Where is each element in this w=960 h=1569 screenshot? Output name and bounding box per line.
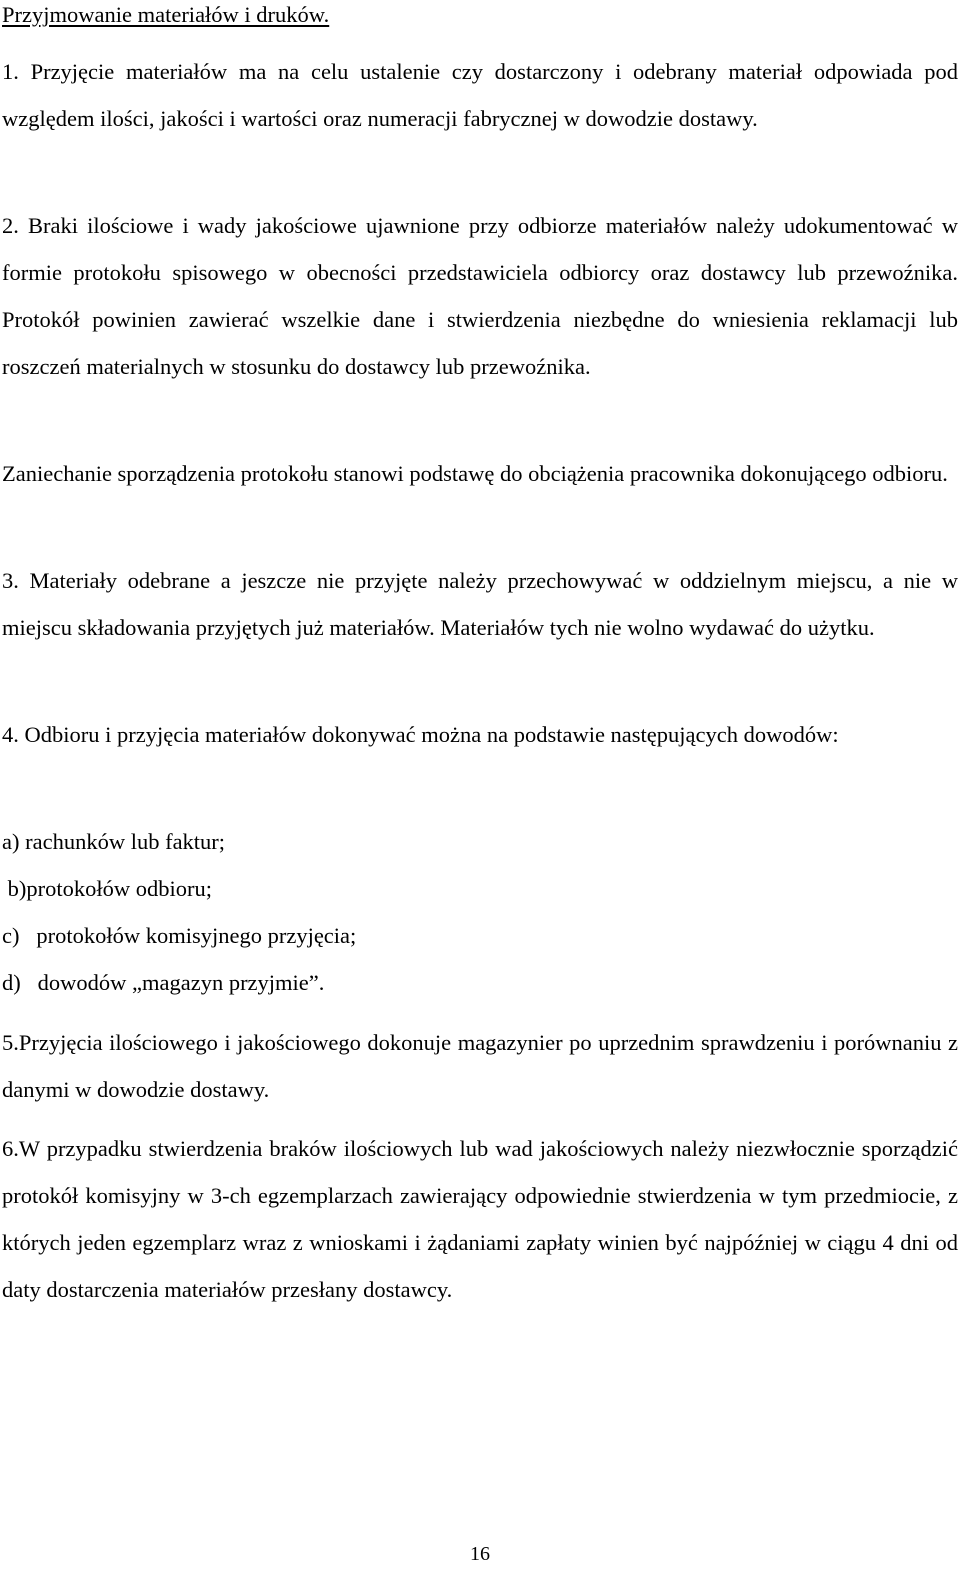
list-item-c: c) protokołów komisyjnego przyjęcia; [2, 923, 357, 948]
page-number: 16 [470, 1543, 490, 1565]
paragraph-4: 4. Odbioru i przyjęcia materiałów dokonywać można na podstawie następujących dowodów: [2, 722, 839, 747]
section-heading: Przyjmowanie materiałów i druków. [2, 2, 330, 27]
paragraph-6: 6.W przypadku stwierdzenia braków ilościowych lub wad jakościowych należy niezwłocznie sporządzić protokół komisyjny w 3-ch egzemplarzach zawierający odpowiednie stwierdzenia w tym przedmiocie, z których jeden egzemplarz wraz z wnioskami i żądaniami zapłaty winien być najpóźniej w ciągu 4 dni od daty dostarczenia materiałów przesłany dostawcy. [2, 1136, 958, 1302]
paragraph-2: 2. Braki ilościowe i wady jakościowe ujawnione przy odbiorze materiałów należy udokumentować w formie protokołu spisowego w obecności przedstawiciela odbiorcy oraz dostawcy lub przewoźnika. Protokół powinien zawierać wszelkie dane i stwierdzenia niezbędne do wniesienia reklamacji lub roszczeń materialnych w stosunku do dostawcy lub przewoźnika. [2, 213, 958, 379]
list-item-a: a) rachunków lub faktur; [2, 829, 226, 854]
list-item-b: b)protokołów odbioru; [2, 876, 212, 901]
paragraph-1: 1. Przyjęcie materiałów ma na celu ustalenie czy dostarczony i odebrany materiał odpowiada pod względem ilości, jakości i wartości oraz numeracji fabrycznej w dowodzie dostawy. [2, 59, 958, 131]
paragraph-5: 5.Przyjęcia ilościowego i jakościowego dokonuje magazynier po uprzednim sprawdzeniu i porównaniu z danymi w dowodzie dostawy. [2, 1030, 958, 1102]
paragraph-2-continuation: Zaniechanie sporządzenia protokołu stanowi podstawę do obciążenia pracownika dokonującego odbioru. [2, 461, 948, 486]
list-item-d: d) dowodów „magazyn przyjmie”. [2, 970, 325, 995]
paragraph-3: 3. Materiały odebrane a jeszcze nie przyjęte należy przechowywać w oddzielnym miejscu, a nie w miejscu składowania przyjętych już materiałów. Materiałów tych nie wolno wydawać do użytku. [2, 568, 958, 640]
